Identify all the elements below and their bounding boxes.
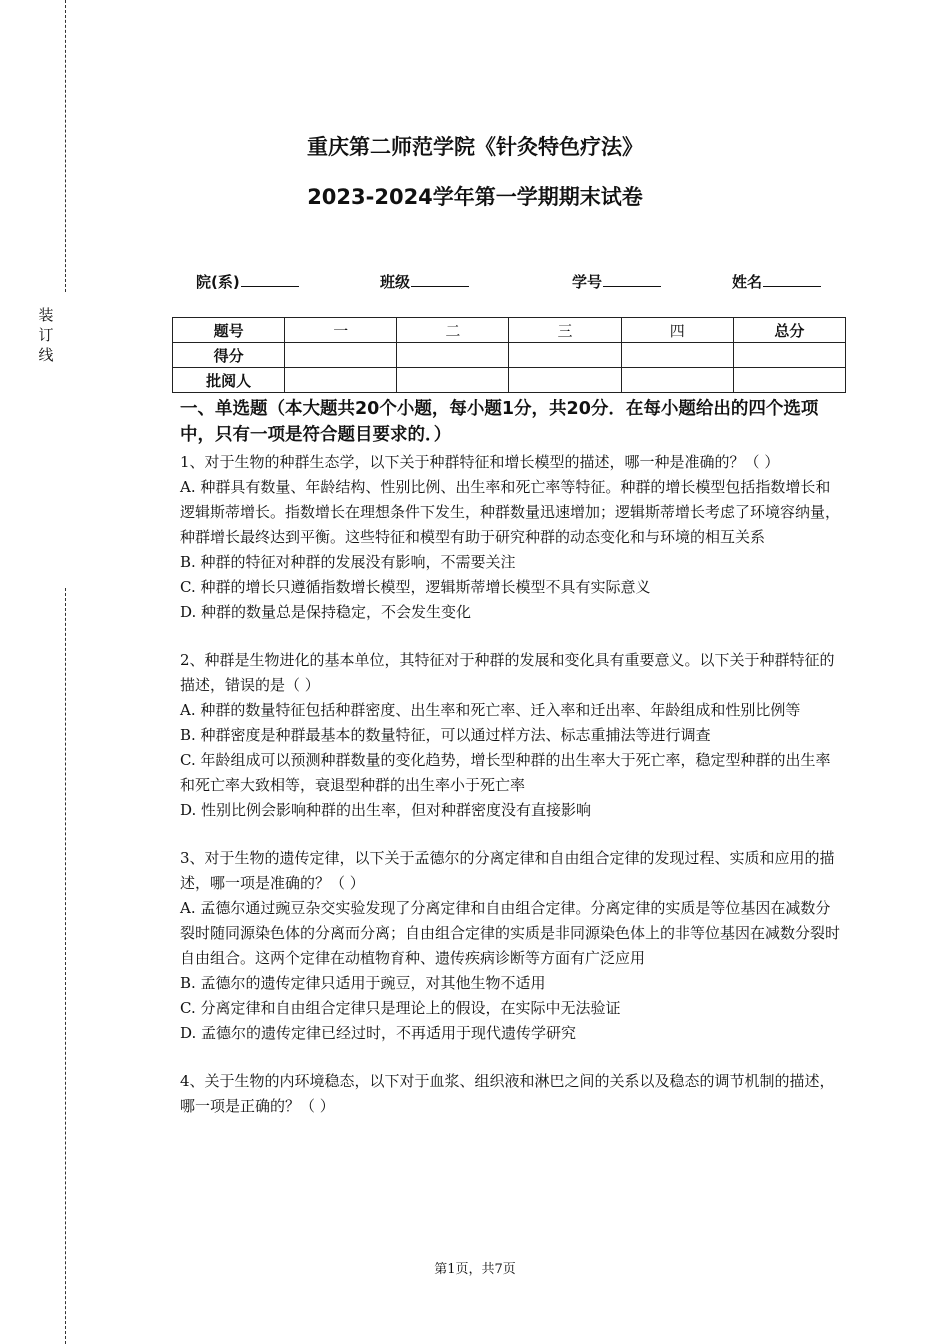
question-1 bbox=[180, 450, 840, 625]
class-field bbox=[380, 270, 469, 292]
option-d: D. 孟德尔的遗传定律已经过时，不再适用于现代遗传学研究 bbox=[180, 1024, 577, 1042]
question-section bbox=[180, 396, 840, 1119]
score-cell bbox=[621, 343, 733, 368]
score-table bbox=[172, 317, 846, 393]
binding-char: 订 bbox=[38, 326, 54, 344]
score-table-header-row bbox=[173, 318, 846, 343]
reviewer-cell bbox=[733, 368, 845, 393]
class-blank bbox=[411, 270, 469, 287]
binding-label bbox=[38, 305, 54, 365]
score-cell bbox=[509, 343, 621, 368]
option-c: C. 分离定律和自由组合定律只是理论上的假设，在实际中无法验证 bbox=[180, 999, 621, 1017]
score-table-header: 四 bbox=[621, 318, 733, 343]
score-cell bbox=[397, 343, 509, 368]
name-field bbox=[732, 270, 821, 292]
question-stem: 1、对于生物的种群生态学，以下关于种群特征和增长模型的描述，哪一种是准确的？（ ） bbox=[180, 453, 780, 471]
reviewer-row bbox=[173, 368, 846, 393]
score-cell bbox=[285, 343, 397, 368]
reviewer-cell bbox=[621, 368, 733, 393]
exam-title: 重庆第二师范学院《针灸特色疗法》 bbox=[307, 135, 643, 159]
reviewer-cell bbox=[397, 368, 509, 393]
score-cell bbox=[733, 343, 845, 368]
student-info-row bbox=[0, 270, 950, 292]
option-c: C. 种群的增长只遵循指数增长模型，逻辑斯蒂增长模型不具有实际意义 bbox=[180, 578, 651, 596]
option-b: B. 种群的特征对种群的发展没有影响，不需要关注 bbox=[180, 553, 516, 571]
student-id-field bbox=[572, 270, 661, 292]
reviewer-cell bbox=[285, 368, 397, 393]
dept-field bbox=[196, 270, 299, 292]
option-b: B. 孟德尔的遗传定律只适用于豌豆，对其他生物不适用 bbox=[180, 974, 546, 992]
page-number: 第1页，共7页 bbox=[434, 1262, 516, 1277]
score-table-header: 总分 bbox=[733, 318, 845, 343]
score-table-header: 题号 bbox=[173, 318, 285, 343]
dept-label: 院(系) bbox=[196, 273, 240, 291]
class-label: 班级 bbox=[380, 273, 411, 291]
score-table-header: 一 bbox=[285, 318, 397, 343]
name-blank bbox=[763, 270, 821, 287]
option-b: B. 种群密度是种群最基本的数量特征，可以通过样方法、标志重捕法等进行调查 bbox=[180, 726, 711, 744]
score-row-label: 得分 bbox=[173, 343, 285, 368]
score-table-header: 二 bbox=[397, 318, 509, 343]
dept-blank bbox=[241, 270, 299, 287]
binding-char: 线 bbox=[38, 346, 54, 364]
reviewer-row-label: 批阅人 bbox=[173, 368, 285, 393]
question-2 bbox=[180, 648, 840, 823]
option-a: A. 孟德尔通过豌豆杂交实验发现了分离定律和自由组合定律。分离定律的实质是等位基因在减数分裂时随同源染色体的分离而分离；自由组合定律的实质是非同源染色体上的非等位基因在减数分裂时自由组合。这两个定律在动植物育种、遗传疾病诊断等方面有广泛应用 bbox=[180, 899, 841, 967]
question-3 bbox=[180, 846, 840, 1046]
student-id-label: 学号 bbox=[572, 273, 603, 291]
option-d: D. 种群的数量总是保持稳定，不会发生变化 bbox=[180, 603, 472, 621]
option-a: A. 种群的数量特征包括种群密度、出生率和死亡率、迁入率和迁出率、年龄组成和性别比例等 bbox=[180, 701, 801, 719]
exam-subtitle: 2023-2024学年第一学期期末试卷 bbox=[307, 185, 643, 209]
name-label: 姓名 bbox=[732, 273, 763, 291]
question-stem: 3、对于生物的遗传定律，以下关于孟德尔的分离定律和自由组合定律的发现过程、实质和应用的描述，哪一项是准确的？（ ） bbox=[180, 849, 835, 892]
question-stem: 4、关于生物的内环境稳态，以下对于血浆、组织液和淋巴之间的关系以及稳态的调节机制的描述，哪一项是正确的？（ ） bbox=[180, 1072, 835, 1115]
binding-char: 装 bbox=[38, 306, 54, 324]
question-stem: 2、种群是生物进化的基本单位，其特征对于种群的发展和变化具有重要意义。以下关于种群特征的描述，错误的是（ ） bbox=[180, 651, 835, 694]
option-d: D. 性别比例会影响种群的出生率，但对种群密度没有直接影响 bbox=[180, 801, 592, 819]
section-heading: 一、单选题（本大题共20个小题，每小题1分，共20分．在每小题给出的四个选项中，只有一项是符合题目要求的．） bbox=[180, 399, 819, 445]
question-4 bbox=[180, 1069, 840, 1119]
student-id-blank bbox=[603, 270, 661, 287]
score-row bbox=[173, 343, 846, 368]
reviewer-cell bbox=[509, 368, 621, 393]
option-a: A. 种群具有数量、年龄结构、性别比例、出生率和死亡率等特征。种群的增长模型包括指数增长和逻辑斯蒂增长。指数增长在理想条件下发生，种群数量迅速增加；逻辑斯蒂增长考虑了环境容纳量，种群增长最终达到平衡。这些特征和模型有助于研究种群的动态变化和与环境的相互关系 bbox=[180, 478, 841, 546]
option-c: C. 年龄组成可以预测种群数量的变化趋势，增长型种群的出生率大于死亡率，稳定型种群的出生率和死亡率大致相等，衰退型种群的出生率小于死亡率 bbox=[180, 751, 831, 794]
binding-line-bottom bbox=[65, 588, 66, 1344]
score-table-header: 三 bbox=[509, 318, 621, 343]
